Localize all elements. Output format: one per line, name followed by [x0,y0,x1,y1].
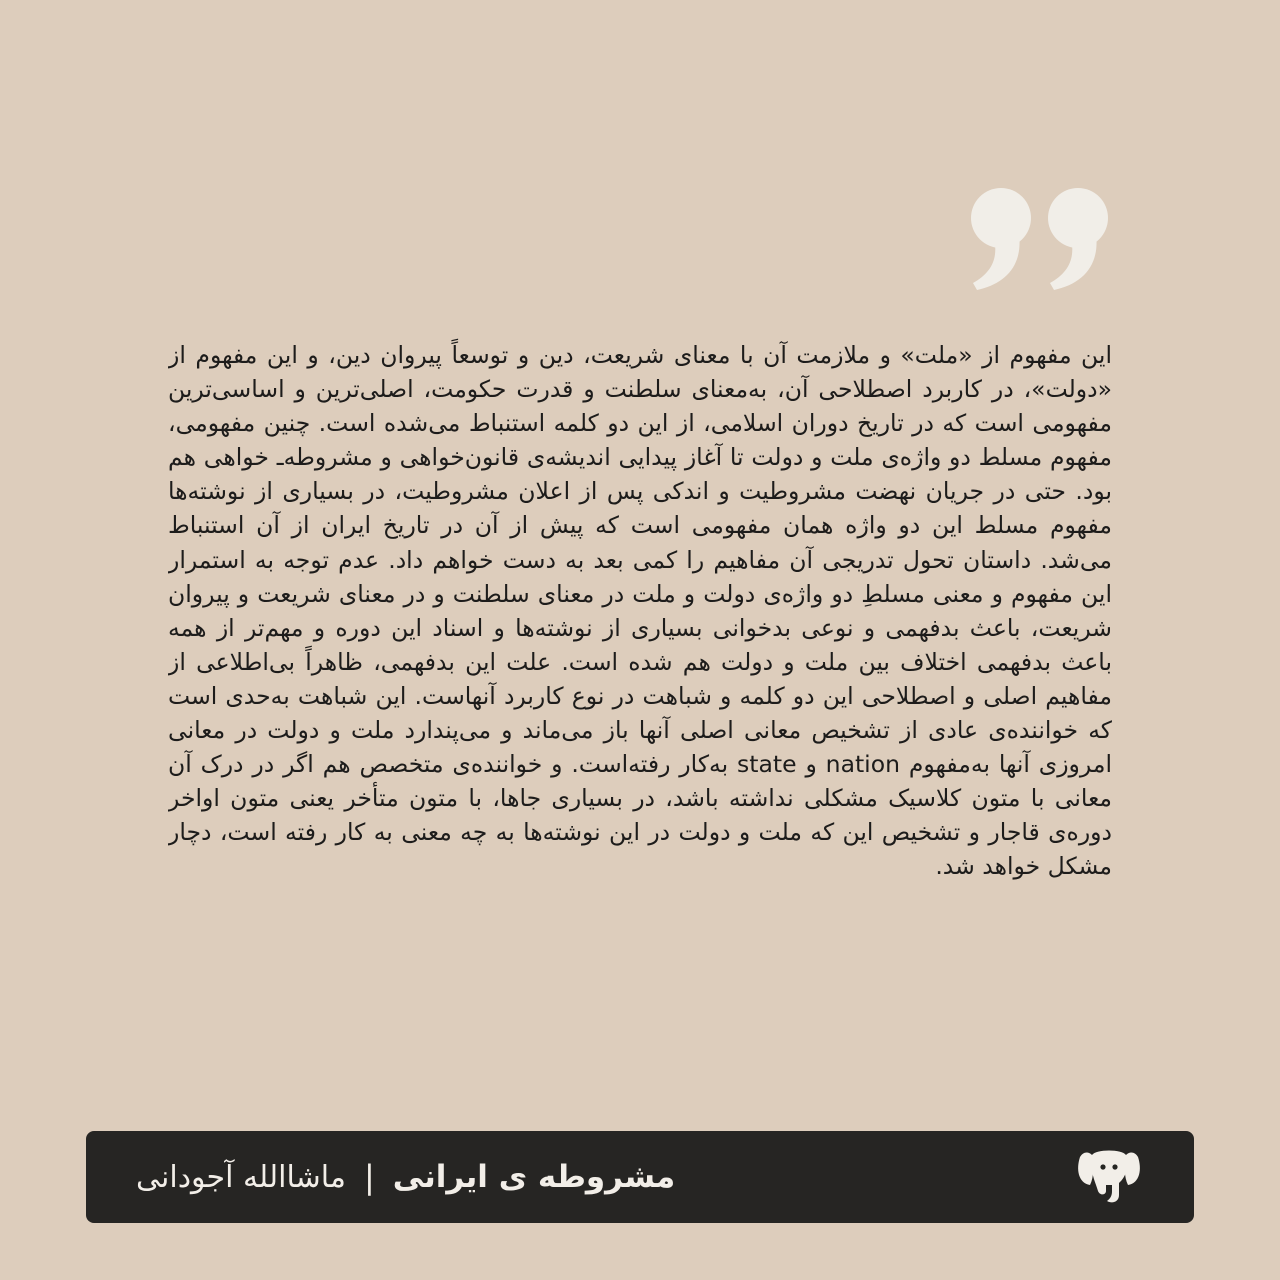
footer-bar [86,1131,1194,1223]
title-separator: | [363,1158,375,1196]
quote-text: این مفهوم از «ملت» و ملازمت آن با معنای شریعت، دین و توسعاً پیروان دین، و این مفهوم از «دولت»، در کاربرد اصطلاحی آن، به‌معنای سلطنت و قدرت حکومت، اصلی‌ترین و اساسی‌ترین مفهومی است که در تاریخ دوران اسلامی، از این دو کلمه استنباط می‌شده است. چنین مفهومی، مفهوم مسلط دو واژه‌ی ملت و دولت تا آغاز پیدایی اندیشه‌ی قانون‌خواهی و مشروطه‌ـ خواهی هم بود. حتی در جریان نهضت مشروطیت و اندکی پس از اعلان مشروطیت، در بسیاری از نوشته‌ها مفهوم مسلط این دو واژه همان مفهومی است که پیش از آن در تاریخ ایران از آن استنباط می‌شد. داستان تحول تدریجی آن مفاهیم را کمی بعد به دست خواهم داد. عدم توجه به استمرار این مفهوم و معنی مسلطِ دو واژه‌ی دولت و ملت در معنای سلطنت و در معنای شریعت و پیروان شریعت، باعث بدفهمی و نوعی بدخوانی بسیاری از نوشته‌ها و اسناد این دوره و مهم‌تر از همه باعث بدفهمی اختلاف بین ملت و دولت هم شده است. علت این بدفهمی، ظاهراً بی‌اطلاعی از مفاهیم اصلی و اصطلاحی این دو کلمه و شباهت در نوع کاربرد آنهاست. این شباهت به‌حدی است که خواننده‌ی عادی از تشخیص معانی اصلی آنها باز می‌ماند و می‌پندارد ملت و دولت در معانی امروزی آنها به‌مفهوم nation و state به‌کار رفته‌است. و خواننده‌ی متخصص هم اگر در درک آن معانی با متون کلاسیک مشکلی نداشته باشد، در بسیاری جاها، با متون متأخر یعنی متون اواخر دوره‌ی قاجار و تشخیص این که ملت و دولت در این نوشته‌ها به چه معنی به کار رفته است، دچار مشکل خواهد شد. [168,341,1112,881]
closing-quote-icon [962,186,1112,292]
elephant-logo-icon [1074,1147,1144,1205]
author-name: ماشاالله آجودانی [136,1159,346,1195]
book-credit [136,1131,675,1223]
book-title: مشروطه ی ایرانی [392,1159,676,1195]
